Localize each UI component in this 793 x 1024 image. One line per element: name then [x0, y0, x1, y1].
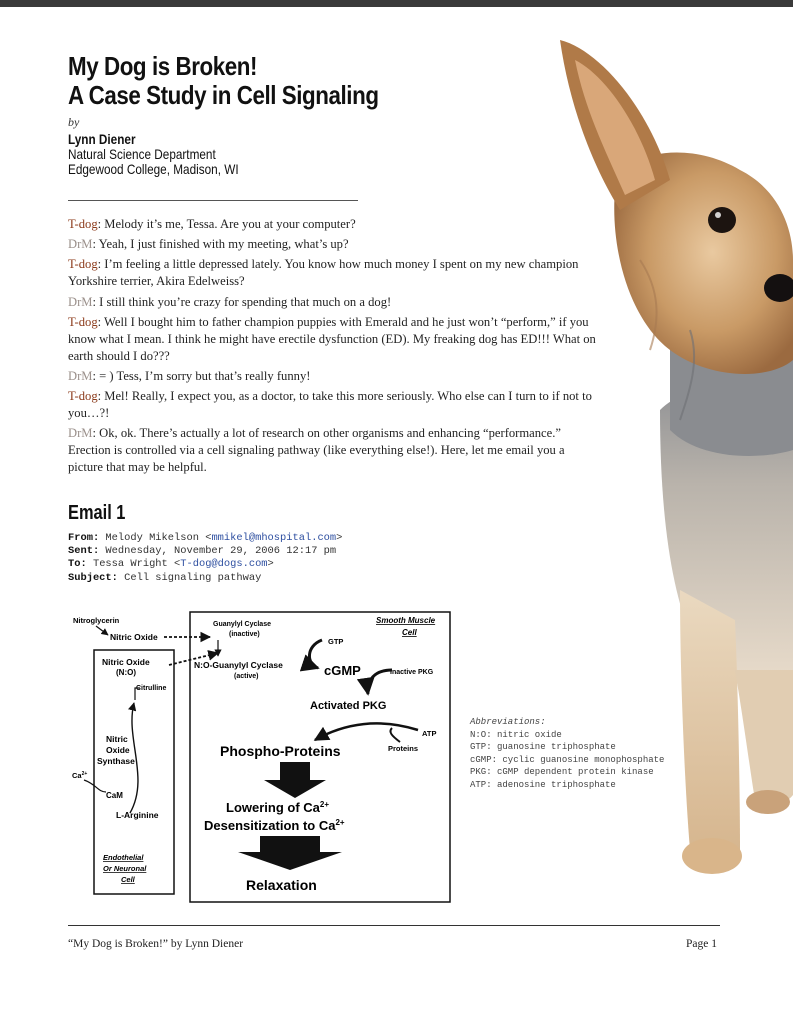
sent-label: Sent: [68, 545, 100, 558]
email-sent-line [68, 545, 342, 558]
title-line-1: My Dog is Broken! [68, 51, 257, 81]
dialog-section [68, 216, 598, 480]
dialog-line: DrM: I still think you’re crazy for spending that much on a dog! [68, 294, 392, 309]
speaker-tdog: T-dog [68, 217, 98, 231]
to-end: > [267, 558, 274, 571]
abbreviation-item: PKG: cGMP dependent protein kinase [470, 767, 654, 777]
author-department: Natural Science Department [68, 146, 216, 162]
label-desensitization [204, 818, 345, 833]
speaker-tdog: T-dog [68, 314, 98, 329]
label-desensitization-superscript: 2+ [335, 818, 345, 827]
label-atp: ATP [422, 729, 437, 738]
dialog-text: Melody it’s me, Tessa. Are you at your computer? [101, 217, 356, 231]
speaker-drm: DrM [68, 368, 93, 383]
email-header [68, 532, 342, 585]
page-number: Page 1 [686, 938, 717, 950]
speaker-drm: DrM [68, 426, 93, 441]
speaker-tdog: T-dog [68, 257, 98, 272]
label-lowering [226, 800, 329, 815]
dialog-text: I’m feeling a little depressed lately. You know how much money I spent on my new champion Yorkshire terrier, Akira Edelweiss? [68, 257, 579, 289]
abbreviation-item: GTP: guanosine triphosphate [470, 742, 616, 752]
label-nitric-oxide: Nitric Oxide [102, 657, 150, 667]
block-arrow-down-2 [238, 836, 342, 870]
label-proteins: Proteins [388, 744, 419, 753]
from-end: > [336, 532, 343, 544]
subject-value: Cell signaling pathway [117, 571, 262, 584]
label-nogc-active: (active) [234, 673, 259, 680]
dialog-line: T-dog: Melody it’s me, Tessa. Are you at your computer? [68, 217, 356, 231]
speaker-drm: DrM [68, 294, 93, 309]
to-label: To: [68, 558, 87, 571]
email-to-line [68, 558, 342, 571]
title-line-2: A Case Study in Cell Signaling [68, 80, 379, 110]
label-lowering-text: Lowering of Ca [226, 800, 320, 815]
label-no-abbr: (N:O) [116, 668, 136, 677]
label-ca-superscript: 2+ [81, 771, 88, 777]
label-nos-3: Synthase [97, 756, 135, 766]
from-email-link[interactable]: mmikel@mhospital.com [211, 532, 337, 544]
label-lowering-superscript: 2+ [319, 800, 330, 809]
by-label: by [68, 115, 80, 129]
label-l-arginine: L-Arginine [116, 810, 159, 820]
label-nos-2: Oxide [106, 745, 130, 755]
speaker-drm: DrM [68, 237, 93, 252]
dialog-text: Mel! Really, I expect you, as a doctor, to take this more seriously. Who else can I turn to if not to you…?! [68, 389, 592, 421]
sent-value: Wednesday, November 29, 2006 12:17 pm [99, 545, 337, 558]
author-institution: Edgewood College, Madison, WI [68, 161, 239, 177]
label-activated-pkg: Activated PKG [310, 700, 387, 712]
from-name: Melody Mikelson < [99, 532, 212, 544]
label-guanylyl-cyclase: Guanylyl Cyclase [213, 621, 271, 628]
cell-signaling-diagram [70, 608, 460, 908]
email-heading: Email 1 [68, 502, 126, 524]
label-inactive-pkg: Inactive PKG [390, 669, 434, 676]
dialog-line: T-dog: Well I bought him to father champion puppies with Emerald and he just won’t “perform,” if you know what I mean. I think he might have erectile dysfunction (ED). My freaking dog has ED!!! What on earth should I do??? [68, 314, 596, 363]
label-citrulline: Citrulline [136, 685, 167, 692]
email-subject-line [68, 572, 342, 585]
label-nos-1: Nitric [106, 734, 128, 744]
label-relaxation: Relaxation [246, 877, 317, 893]
label-endothelial-2: Or Neuronal [103, 864, 147, 873]
footer-citation: “My Dog is Broken!” by Lynn Diener [68, 938, 244, 950]
dialog-line: DrM: Yeah, I just finished with my meeting, what’s up? [68, 237, 349, 252]
dialog-line: T-dog: I’m feeling a little depressed lately. You know how much money I spent on my new champion Yorkshire terrier, Akira Edelweiss? [68, 257, 579, 289]
speaker-tdog: T-dog [68, 389, 98, 404]
abbreviations-list [470, 716, 664, 791]
from-label: From: [68, 532, 100, 544]
to-name: Tessa Wright < [86, 558, 181, 571]
label-ca-text: Ca [72, 771, 82, 780]
dialog-text: = ) Tess, I’m sorry but that’s really funny! [96, 368, 311, 383]
label-cam: CaM [106, 791, 123, 800]
block-arrow-down-1 [264, 762, 326, 798]
label-gtp: GTP [328, 637, 344, 646]
dialog-text: I still think you’re crazy for spending that much on a dog! [96, 294, 392, 309]
abbreviations-heading: Abbreviations: [470, 717, 546, 727]
label-cgmp: cGMP [324, 663, 361, 678]
title-divider [68, 200, 358, 201]
label-gc-inactive: (inactive) [229, 631, 260, 638]
label-ca [72, 771, 87, 780]
dialog-line: DrM: = ) Tess, I’m sorry but that’s really funny! [68, 368, 311, 383]
abbreviation-item: N:O: nitric oxide [470, 729, 562, 740]
label-smooth-muscle-2: Cell [402, 628, 417, 637]
dialog-line: DrM: Ok, ok. There’s actually a lot of research on other organisms and enhancing “performance.” Erection is controlled via a cell signaling pathway (like everything else!). Here, let me email you a picture that may be helpful. [68, 426, 565, 475]
dialog-text: Ok, ok. There’s actually a lot of research on other organisms and enhancing “performance.” Erection is controlled via a cell signaling pathway (like everything else!). Here, let me email you a picture that may be helpful. [68, 426, 565, 475]
dialog-line: T-dog: Mel! Really, I expect you, as a doctor, to take this more seriously. Who else can I turn to if not to you…?! [68, 389, 592, 421]
label-nitroglycerin: Nitroglycerin [73, 616, 120, 625]
abbreviation-item: ATP: adenosine triphosphate [470, 779, 616, 790]
author-name: Lynn Diener [68, 131, 136, 147]
label-smooth-muscle-1: Smooth Muscle [376, 616, 436, 625]
label-desensitization-text: Desensitization to Ca [204, 818, 336, 833]
document-title [68, 52, 379, 110]
email-from-line [68, 532, 342, 545]
label-nitric-oxide-top: Nitric Oxide [110, 632, 158, 642]
footer-divider [68, 925, 720, 926]
label-endothelial-1: Endothelial [103, 853, 144, 862]
label-phospho-proteins: Phospho-Proteins [220, 743, 341, 759]
author-block [68, 132, 239, 177]
subject-label: Subject: [68, 571, 118, 584]
dialog-text: Yeah, I just finished with my meeting, what’s up? [96, 237, 349, 252]
label-no-guanylyl-cyclase: N:O-Guanylyl Cyclase [194, 660, 283, 670]
window-top-bar [0, 0, 793, 7]
dialog-text: Well I bought him to father champion puppies with Emerald and he just won’t “perform,” if you know what I mean. I think he might have erectile dysfunction (ED). My freaking dog has ED!!! What on earth should I do??? [68, 314, 596, 363]
label-endothelial-3: Cell [121, 875, 135, 884]
to-email-link[interactable]: T-dog@dogs.com [180, 558, 268, 571]
abbreviation-item: cGMP: cyclic guanosine monophosphate [470, 754, 665, 765]
